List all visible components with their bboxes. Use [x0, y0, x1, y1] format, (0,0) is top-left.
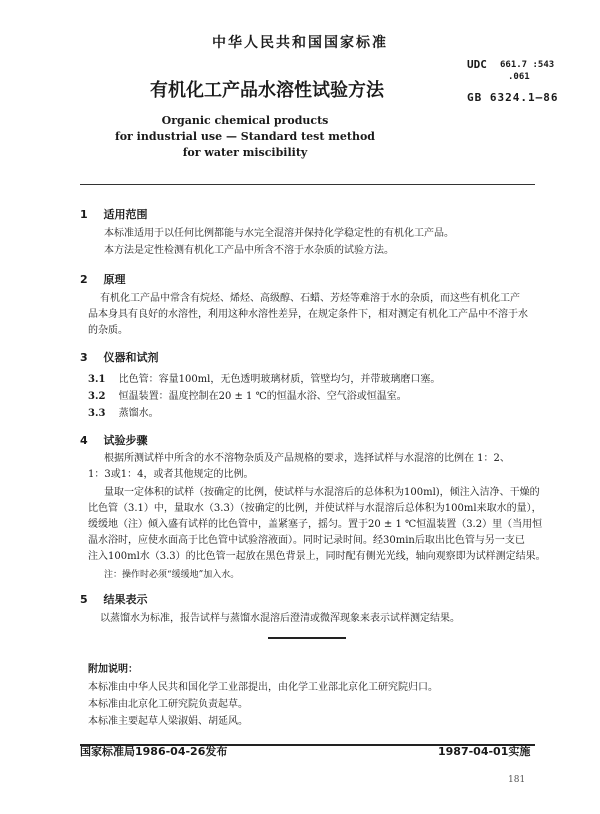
standard-category: 中华人民共和国国家标准	[212, 35, 388, 51]
section-2-heading	[80, 271, 126, 287]
section-4-number: 4	[80, 434, 88, 447]
section-5-line-1: 以蒸馏水为标准，报告试样与蒸馏水混溶后澄清或微浑现象来表示试样测定结果。	[100, 613, 460, 624]
document-title: 有机化工产品水溶性试验方法	[150, 80, 384, 101]
item-3-1-text: 比色管：容量100ml，无色透明玻璃材质，管壁均匀，并带玻璃磨口塞。	[118, 374, 441, 385]
item-3-2-text: 恒温装置：温度控制在20 ± 1 ℃的恒温水浴、空气浴或恒温室。	[118, 391, 407, 402]
section-5-number: 5	[80, 593, 88, 606]
page-number: 181	[508, 775, 526, 785]
section-1-heading	[80, 206, 148, 222]
section-2-title: 原理	[103, 273, 126, 286]
english-title-line-2: for industrial use — Standard test method	[114, 130, 375, 143]
section-4-para-2-line-3: 缓缓地（注）倾入盛有试样的比色管中，盖紧塞子，摇匀。置于20 ± 1 ℃恒温装置（3.2）里（当用恒	[88, 519, 543, 530]
udc-label: UDC	[467, 58, 487, 71]
appendix-line-1: 本标准由中华人民共和国化学工业部提出，由化学工业部北京化工研究院归口。	[88, 682, 438, 693]
section-3-number: 3	[80, 351, 88, 364]
section-1-title: 适用范围	[103, 208, 148, 221]
header-divider	[80, 184, 535, 185]
item-3-2-number: 3.2	[88, 391, 106, 402]
section-1-number: 1	[80, 208, 88, 221]
section-3-title: 仪器和试剂	[103, 351, 159, 364]
udc-value: 661.7 :543	[500, 60, 555, 70]
section-2-line-3: 的杂质。	[88, 325, 128, 336]
section-4-para-2-line-5: 注入100ml水（3.3）的比色管一起放在黑色背景上，同时配有侧光光线，轴向观察即为试样测定结果。	[88, 551, 546, 562]
section-4-heading	[80, 432, 148, 448]
appendix-line-2: 本标准由北京化工研究院负责起草。	[88, 699, 248, 710]
appendix-title: 附加说明：	[88, 664, 138, 675]
section-4-para-2-line-1: 量取一定体积的试样（按确定的比例，使试样与水混溶后的总体积为100ml)，倾注入洁净、干燥的	[104, 487, 540, 498]
section-5-heading	[80, 591, 148, 607]
item-3-1-number: 3.1	[88, 374, 106, 385]
section-1-line-2: 本方法是定性检测有机化工产品中所含不溶于水杂质的试验方法。	[104, 245, 394, 256]
section-end-divider	[268, 637, 346, 639]
item-3-2	[88, 389, 407, 404]
item-3-3-text: 蒸馏水。	[118, 408, 159, 419]
english-title-line-3: for water miscibility	[182, 146, 308, 159]
english-title-line-1: Organic chemical products	[161, 114, 329, 127]
appendix-line-3: 本标准主要起草人梁淑娟、胡延风。	[88, 716, 248, 727]
section-4-title: 试验步骤	[103, 434, 148, 447]
section-2-line-2: 品本身具有良好的水溶性，利用这种水溶性差异，在规定条件下，相对测定有机化工产品中不溶于水	[88, 309, 528, 320]
section-4-para-2-line-2: 比色管（3.1）中，量取水（3.3）（按确定的比例，并使试样与水混溶后总体积为100ml来取水的量），	[88, 503, 542, 514]
item-3-3-number: 3.3	[88, 408, 106, 419]
item-3-1	[88, 372, 440, 387]
section-1-line-1: 本标准适用于以任何比例都能与水完全混溶并保持化学稳定性的有机化工产品。	[104, 228, 454, 239]
section-3-heading	[80, 349, 159, 365]
section-2-number: 2	[80, 273, 88, 286]
udc-value-continued: .061	[508, 72, 530, 82]
section-5-title: 结果表示	[103, 593, 148, 606]
section-4-para-2-line-4: 温水浴时，应使水面高于比色管中试验溶液面）。同时记录时间。经30min后取出比色管与另一支已	[88, 535, 525, 546]
gb-code: GB 6324.1—86	[467, 91, 559, 104]
section-4-para-1-line-2: 1：3或1：4，或者其他规定的比例。	[88, 469, 254, 480]
section-4-para-1-line-1: 根据所测试样中所含的水不溶物杂质及产品规格的要求，选择试样与水混溶的比例在 1：2、	[104, 453, 510, 464]
effective-date: 1987-04-01实施	[438, 745, 531, 758]
section-4-note: 注：操作时必须“缓缓地”加入水。	[104, 570, 240, 580]
item-3-3	[88, 406, 159, 421]
issue-date: 国家标准局1986-04-26发布	[80, 745, 228, 758]
section-2-line-1: 有机化工产品中常含有烷烃、烯烃、高级醇、石蜡、芳烃等难溶于水的杂质，而这些有机化工产	[100, 293, 520, 304]
